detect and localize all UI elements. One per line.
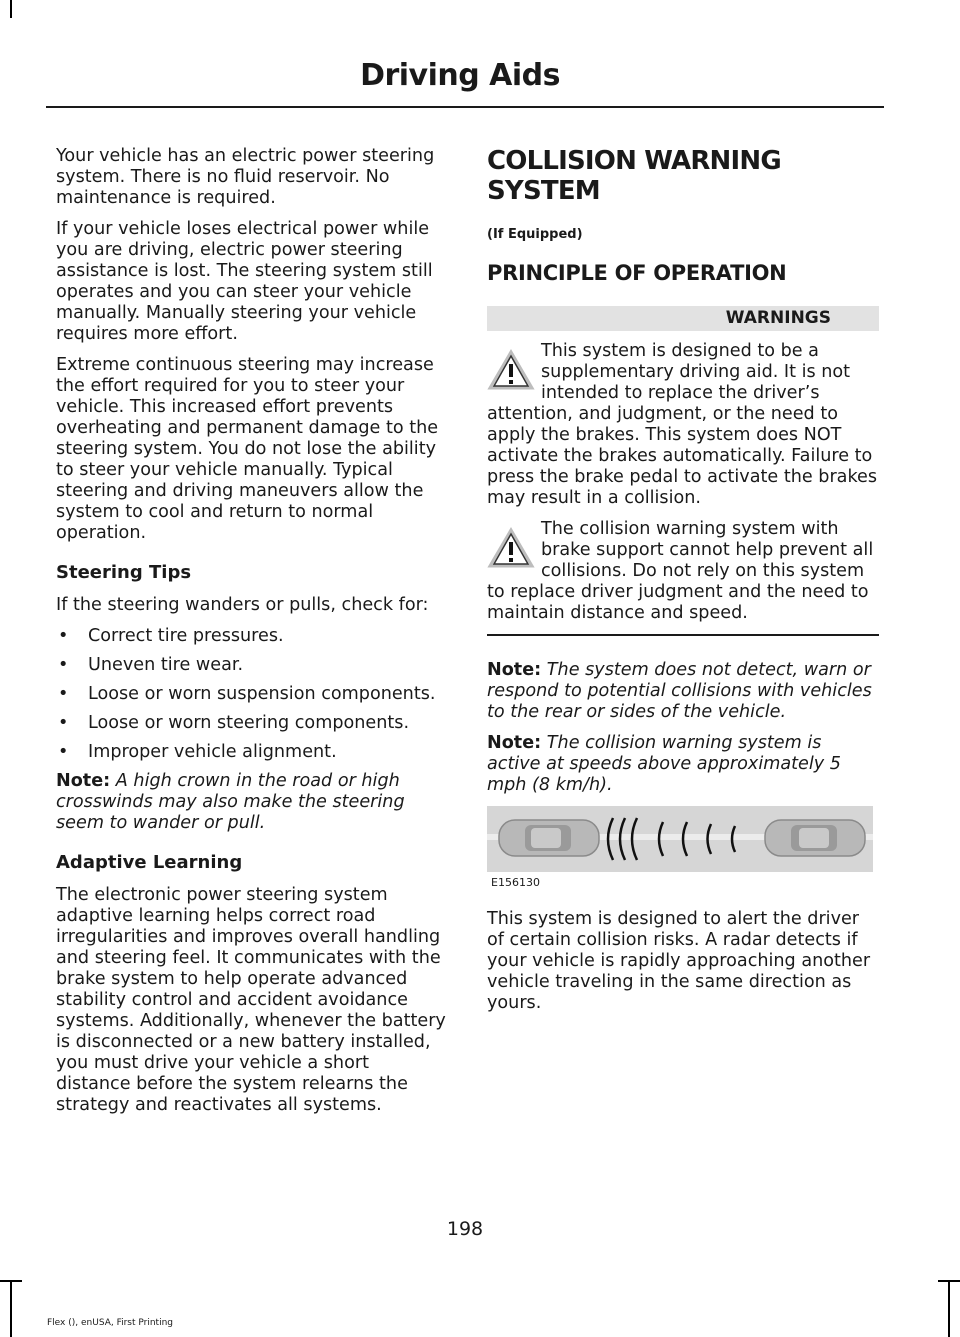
list-item (56, 684, 448, 705)
crop-mark (10, 1280, 12, 1337)
list-item-text: Loose or worn steering components. (88, 713, 410, 733)
front-car-icon (765, 820, 865, 856)
page-number: 198 (446, 1218, 484, 1240)
section-title: COLLISION WARNING SYSTEM (487, 146, 781, 206)
bullet-icon: • (58, 713, 69, 733)
bullet-icon: • (58, 742, 69, 762)
page-header-title: Driving Aids (360, 58, 560, 93)
list-item (56, 742, 448, 763)
warning-text: This system is designed to be a supplementary driving aid. It is not intended to replace the driver’s attention, and judgment, or the need to apply the brakes. This system does NOT activate the brakes automatically. Failure to press the brake pedal to activate the brakes may result in a collision. (487, 341, 878, 508)
header-rule (46, 106, 884, 108)
crop-mark (0, 1280, 22, 1282)
warnings-end-rule (487, 634, 879, 636)
note-label: Note: (56, 771, 111, 791)
note (487, 733, 879, 796)
right-column (487, 146, 879, 1024)
principle-heading: PRINCIPLE OF OPERATION (487, 261, 787, 285)
adaptive-learning-heading: Adaptive Learning (56, 852, 243, 873)
collision-illustration-graphic (487, 806, 873, 872)
if-equipped-label: (If Equipped) (487, 227, 583, 242)
warning-block (487, 341, 879, 509)
warning-triangle-icon (487, 527, 535, 569)
list-item-text: Improper vehicle alignment. (88, 742, 337, 762)
bullet-icon: • (58, 655, 69, 675)
list-item-text: Loose or worn suspension components. (88, 684, 436, 704)
steering-tips-intro: If the steering wanders or pulls, check for: (56, 595, 429, 615)
crop-mark (948, 1280, 950, 1337)
list-item-text: Uneven tire wear. (88, 655, 244, 675)
left-column (56, 146, 448, 1126)
note (56, 771, 448, 834)
note-text: The system does not detect, warn or respond to potential collisions with vehicles to the rear or sides of the vehicle. (487, 660, 872, 722)
steering-tips-list (56, 626, 448, 763)
paragraph: Extreme continuous steering may increase the effort required for you to steer your vehicle. This increased effort prevents overheating and permanent damage to the steering system. You do not lose the ability to steer your vehicle manually. Typical steering and driving maneuvers allow the system to cool and return to normal operation. (56, 355, 439, 543)
warning-text: The collision warning system with brake support cannot help prevent all collisions. Do not rely on this system to replace driver judgment and the need to maintain distance and speed. (487, 519, 874, 623)
paragraph: The electronic power steering system adaptive learning helps correct road irregularities and improves overall handling and steering feel. It communicates with the brake system to help operate advanced stability control and accident avoidance systems. Additionally, whenever the battery is disconnected or a new battery installed, you must drive your vehicle a short distance before the system relearns the strategy and reactivates all systems. (56, 885, 446, 1115)
footer-text: Flex (), enUSA, First Printing (47, 1318, 173, 1328)
warnings-bar: WARNINGS (487, 306, 879, 331)
list-item (56, 655, 448, 676)
note-label: Note: (487, 660, 542, 680)
note-text: The collision warning system is active at speeds above approximately 5 mph (8 km/h). (487, 733, 841, 795)
crop-mark (10, 0, 12, 18)
warning-triangle-icon (487, 349, 535, 391)
paragraph: Your vehicle has an electric power steering system. There is no fluid reservoir. No maintenance is required. (56, 146, 435, 208)
rear-car-icon (499, 820, 599, 856)
warning-block (487, 519, 879, 624)
list-item (56, 713, 448, 734)
collision-warning-illustration (487, 806, 873, 872)
list-item (56, 626, 448, 647)
figure-label: E156130 (491, 876, 540, 889)
crop-mark (938, 1280, 960, 1282)
steering-tips-heading: Steering Tips (56, 562, 192, 583)
bullet-icon: • (58, 684, 69, 704)
note-text: A high crown in the road or high crosswinds may also make the steering seem to wander or pull. (56, 771, 405, 833)
note (487, 660, 879, 723)
list-item-text: Correct tire pressures. (88, 626, 284, 646)
paragraph: If your vehicle loses electrical power while you are driving, electric power steering assistance is lost. The steering system still operates and you can steer your vehicle manually. Manually steering your vehicle requires more effort. (56, 219, 433, 344)
bullet-icon: • (58, 626, 69, 646)
paragraph: This system is designed to alert the driver of certain collision risks. A radar detects if your vehicle is rapidly approaching another vehicle traveling in the same direction as yours. (487, 909, 871, 1013)
note-label: Note: (487, 733, 542, 753)
